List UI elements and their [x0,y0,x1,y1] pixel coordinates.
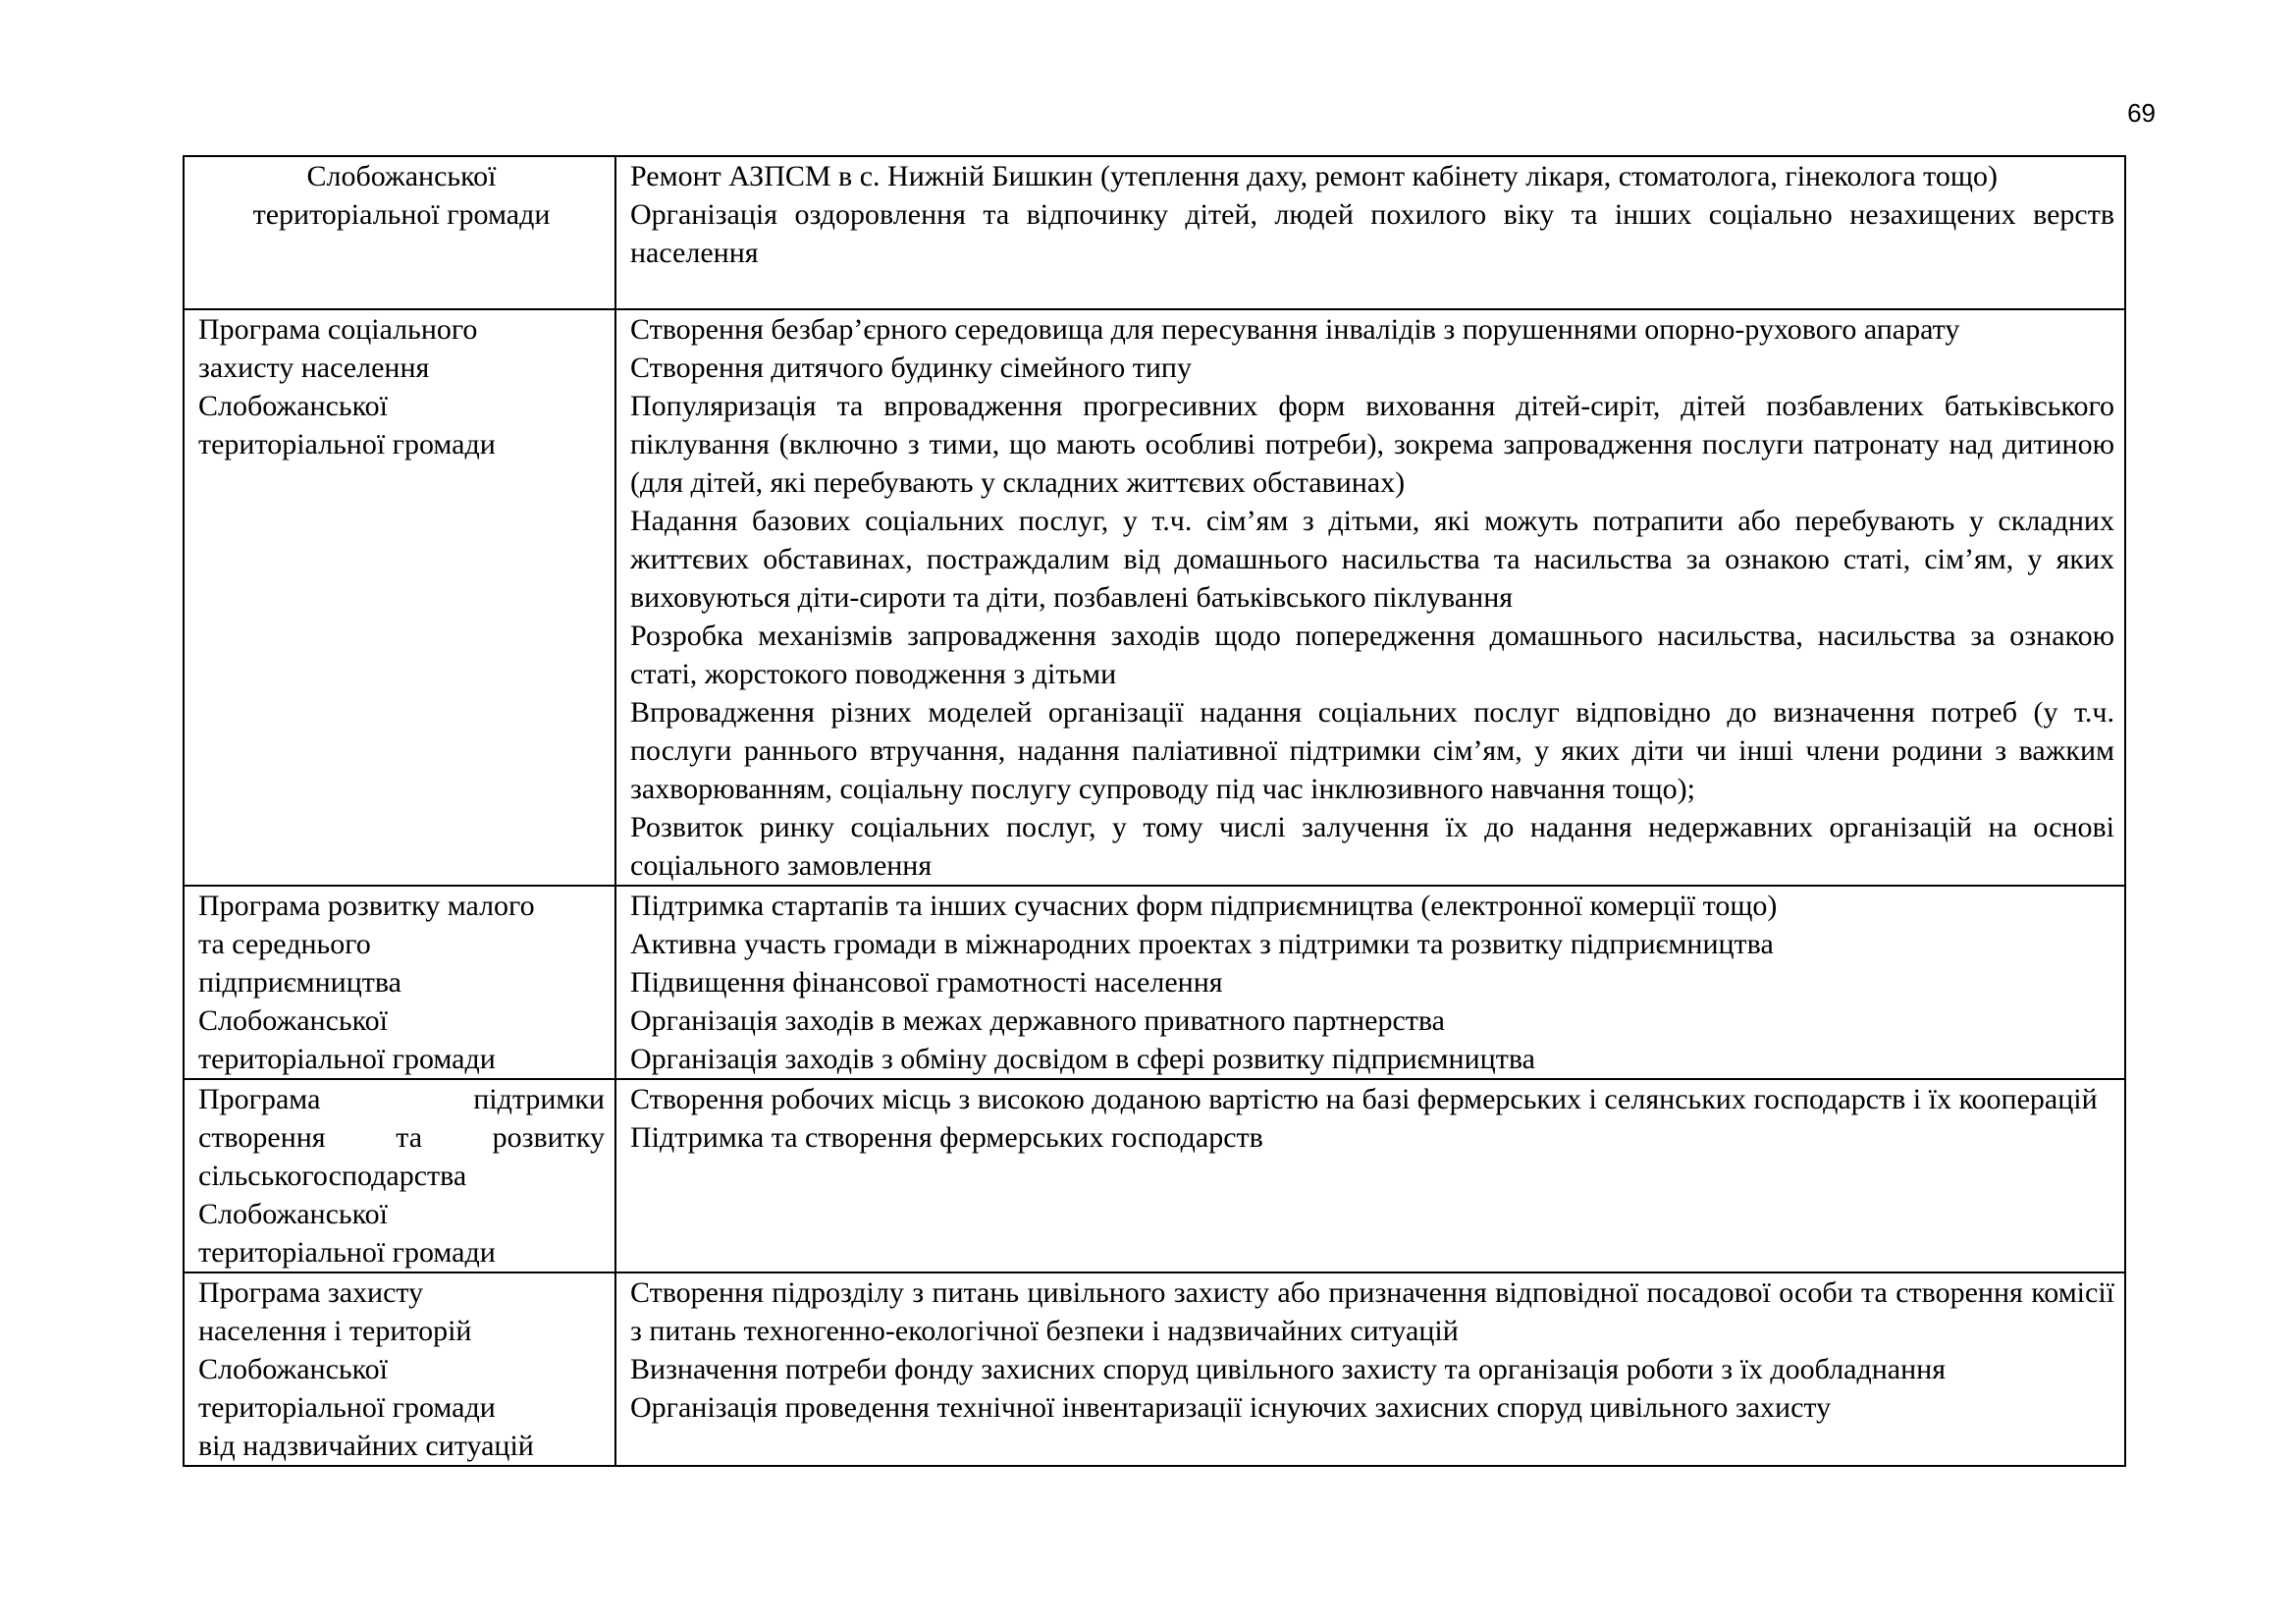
program-line: територіальної громади [198,1043,496,1075]
measure-item: Створення безбар’єрного середовища для пересування інвалідів з порушеннями опорно-рухового апарату [630,313,1960,346]
measure-item: Організація оздоровлення та відпочинку дітей, людей похилого віку та інших соціально незахищених верств населення [630,198,2114,269]
program-cell [184,156,615,309]
measure-item: Розвиток ринку соціальних послуг, у тому числі залучення їх до надання недержавних організацій на основі соціального замовлення [630,811,2114,882]
measure-item: Ремонт АЗПСМ в с. Нижній Бишкин (утеплення даху, ремонт кабінету лікаря, стоматолога, гінеколога тощо) [630,160,1998,192]
program-line: Слобожанської [198,390,388,422]
measures-cell [615,1272,2125,1466]
program-cell [184,1079,615,1272]
program-line: від надзвичайних ситуацій [198,1430,534,1462]
measure-item: Організація заходів в межах державного приватного партнерства [630,1004,1445,1037]
measure-item: Підтримка та створення фермерських господарств [630,1121,1263,1154]
program-line: Програма захисту [198,1276,424,1309]
measures-cell [615,886,2125,1079]
table-row [184,1079,2125,1272]
program-line: Слобожанської [306,160,497,192]
table-row [184,309,2125,886]
page-number: 69 [2127,98,2156,128]
program-line: сільськогосподарства [198,1160,467,1192]
measure-item: Впровадження різних моделей організації надання соціальних послуг відповідно до визначення потреб (у т.ч. послуги раннього втручання, надання паліативної підтримки сім’ям, у яких діти чи інші члени родини з важким захворюванням, соціальну послугу супроводу під час інклюзивного навчання тощо); [630,696,2114,805]
program-line: територіальної громади [252,198,551,231]
program-line: створення та розвитку [198,1121,605,1154]
program-line: територіальної громади [198,1236,496,1269]
program-line: Слобожанської [198,1353,388,1385]
measures-cell [615,156,2125,309]
measures-cell [615,309,2125,886]
program-line: підприємництва [198,966,401,999]
measures-cell [615,1079,2125,1272]
program-line: територіальної громади [198,1391,496,1424]
program-line: та середнього [198,928,371,960]
table-row [184,1272,2125,1466]
measure-item: Підвищення фінансової грамотності населення [630,966,1223,999]
table-row [184,156,2125,309]
measure-item: Створення підрозділу з питань цивільного захисту або призначення відповідної посадової особи та створення комісії з питань техногенно-екологічної безпеки і надзвичайних ситуацій [630,1276,2114,1347]
programs-table [183,155,2126,1467]
measure-item: Підтримка стартапів та інших сучасних форм підприємництва (електронної комерції тощо) [630,890,1778,922]
measure-item: Організація заходів з обміну досвідом в сфері розвитку підприємництва [630,1043,1535,1075]
program-line: захисту населення [198,352,430,384]
program-line: Програма соціального [198,313,478,346]
measure-item: Популяризація та впровадження прогресивних форм виховання дітей-сиріт, дітей позбавлених батьківського піклування (включно з тими, що мають особливі потреби), зокрема запровадження послуги патронату над дитиною (для дітей, які перебувають у складних життєвих обставинах) [630,390,2114,499]
program-cell [184,1272,615,1466]
program-line: Програма розвитку малого [198,890,535,922]
measure-item: Активна участь громади в міжнародних проектах з підтримки та розвитку підприємництва [630,928,1774,960]
measure-item: Створення дитячого будинку сімейного типу [630,352,1192,384]
program-cell [184,886,615,1079]
program-line: територіальної громади [198,428,496,460]
program-line: Слобожанської [198,1004,388,1037]
program-line: Програма підтримки [198,1083,605,1115]
program-line: Слобожанської [198,1198,388,1230]
program-cell [184,309,615,886]
measure-item: Створення робочих місць з високою доданою вартістю на базі фермерських і селянських господарств і їх кооперацій [630,1083,2098,1115]
table-row [184,886,2125,1079]
measure-item: Розробка механізмів запровадження заходів щодо попередження домашнього насильства, насильства за ознакою статі, жорстокого поводження з дітьми [630,620,2114,690]
measure-item: Надання базових соціальних послуг, у т.ч. сім’ям з дітьми, які можуть потрапити або перебувають у складних життєвих обставинах, постраждалим від домашнього насильства та насильства за ознакою статі, сім’ям, у яких виховуються діти-сироти та діти, позбавлені батьківського піклування [630,505,2114,614]
measure-item: Визначення потреби фонду захисних споруд цивільного захисту та організація роботи з їх дообладнання [630,1353,1947,1385]
measure-item: Організація проведення технічної інвентаризації існуючих захисних споруд цивільного захисту [630,1391,1832,1424]
program-line: населення і територій [198,1315,472,1347]
